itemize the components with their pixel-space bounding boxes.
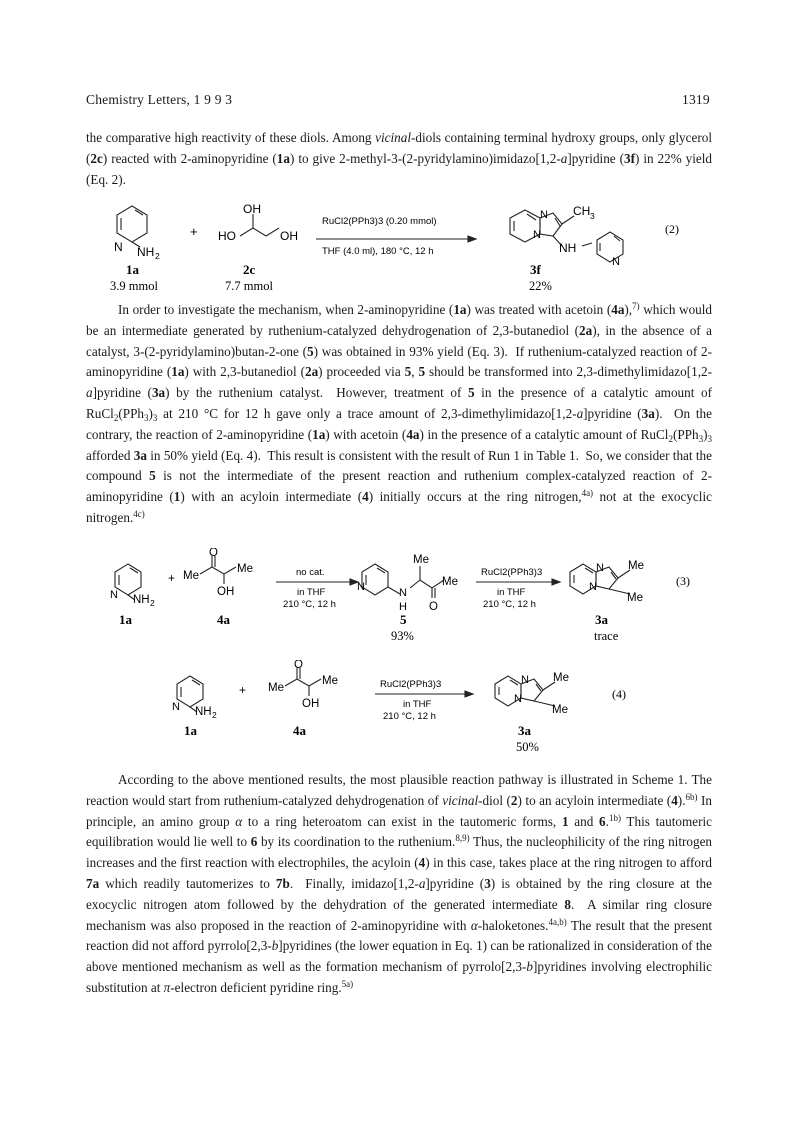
carbonyl-oxygen: O [294,660,303,671]
eq3-arrow1-top: no cat. [296,567,325,578]
hydroxyl-group: OH [217,586,235,598]
nh-linker: NH [559,241,577,255]
carbonyl-oxygen-5: O [429,601,438,613]
eq3-label-5: 5 [400,612,407,627]
nh2-group: NH [195,706,212,718]
eq3-number: (3) [676,574,690,588]
pyridyl-nitrogen: N [612,256,620,268]
eq2-number: (2) [665,222,679,236]
methyl-right-5: Me [442,576,458,588]
plus-sign: + [168,571,176,585]
eq2-label-3f: 3f [530,262,541,277]
eq4-yield-3a: 50% [516,740,539,754]
nh2-subscript: 2 [150,598,155,608]
product-methyl-top: Me [553,672,569,684]
eq2-yield-3f: 22% [529,279,552,293]
methyl-top-5: Me [413,554,429,566]
eq2-amount-2c: 7.7 mmol [225,279,273,293]
glycerol-oh-left: HO [218,229,236,243]
ring-nitrogen-1a: N [110,589,118,601]
paragraph-1: the comparative high reactivity of these diols. Among vicinal-diols containing terminal hydroxy groups, only glycerol (2c) reacted with 2-aminopyridine (1a) to give 2-methyl-3-(2-pyridylamino)imidazo[1,2-a]pyridine (3f) in 22% yield (Eq. 2). [86,130,712,187]
methyl-subscript: 3 [590,211,595,221]
eq4-number: (4) [612,687,626,701]
page-number: 1319 [682,92,710,107]
eq4-label-3a: 3a [518,723,531,738]
amine-hydrogen-5: H [399,601,407,613]
product-ring-n-top: N [596,562,604,574]
nh2-group: NH [137,245,155,259]
product-methyl-bottom: Me [552,704,568,716]
equation-3-scheme [100,548,720,648]
nh2-group: NH [133,594,150,606]
methyl-right: Me [237,563,253,575]
product-methyl-bottom: Me [627,592,643,604]
methyl-left: Me [183,570,199,582]
eq3-label-3a: 3a [595,612,608,627]
eq3-yield-5: 93% [391,629,414,643]
product-ring-n-bridge: N [533,229,541,241]
ring-nitrogen-1a: N [114,240,123,254]
equation-2-scheme [100,196,720,301]
eq3-arrow2-mid: in THF [497,587,526,598]
running-header: Chemistry Letters, 1 9 9 3 [86,92,233,107]
methyl-right: Me [322,675,338,687]
methyl-left: Me [268,682,284,694]
eq4-arrow-top: RuCl2(PPh3)3 [380,679,442,690]
eq4-arrow-bottom: 210 °C, 12 h [383,711,436,722]
eq2-reagent-bottom: THF (4.0 ml), 180 °C, 12 h [322,246,434,257]
eq2-reagent-top: RuCl2(PPh3)3 (0.20 mmol) [322,216,437,227]
eq3-arrow1-mid: in THF [297,587,326,598]
eq3-yield-3a: trace [594,629,619,643]
eq4-arrow-mid: in THF [403,699,432,710]
product-ring-n-bridge: N [514,693,522,705]
product-ring-n-bridge: N [589,581,597,593]
ring-nitrogen-5: N [357,581,365,593]
nh2-subscript: 2 [212,710,217,720]
eq4-label-1a: 1a [184,723,197,738]
paragraph-2: In order to investigate the mechanism, when 2-aminopyridine (1a) was treated with acetoin (4a),$^{7)}$ which would be an intermediate generated by ruthenium-catalyzed dehydrogenation of 2,3-butanediol (2a), in the absence of a catalyst, 3-(2-pyridylamino)butan-2-one (5) was obtained in 93% yield (Eq. 3). If ruthenium-catalyzed reaction of 2-aminopyridine (1a) with 2,3-butanediol (2a) proceeded via 5, 5 should be transformed into 2,3-dimethylimidazo[1,2-a]pyridine (3a) by the ruthenium catalyst. However, treatment of 5 in the presence of a catalytic amount of $RuCl_2(PPh_3)_3$ at 210 °C for 12 h gave only a trace amount of 2,3-dimethylimidazo[1,2-a]pyridine (3a). On the contrary, the reaction of 2-aminopyridine (1a) with acetoin (4a) in the presence of a catalytic amount of $RuCl_2(PPh_3)_3$ afforded 3a in 50% yield (Eq. 4). This result is consistent with the result of Run 1 in Table 1. So, we consider that the compound 5 is not the intermediate of the present reaction and ruthenium complex-catalyzed reaction of 2-aminopyridine (1) with an acyloin intermediate (4) initially occurs at the ring nitrogen,$^{4a)}$ not at the exocyclic nitrogen.$^{4c)}$ [86,301,713,525]
eq3-label-4a: 4a [217,612,230,627]
nh2-subscript: 2 [155,251,160,261]
product-ring-n-top: N [521,674,529,686]
carbonyl-oxygen: O [209,548,218,559]
product-ring-n-top: N [540,209,548,221]
product-methyl-top: Me [628,560,644,572]
eq4-label-4a: 4a [293,723,306,738]
glycerol-oh-top: OH [243,202,261,216]
eq3-arrow2-bottom: 210 °C, 12 h [483,599,536,610]
hydroxyl-group: OH [302,698,320,710]
glycerol-oh-right: OH [280,229,298,243]
eq2-amount-1a: 3.9 mmol [110,279,158,293]
paragraph-3: According to the above mentioned results, the most plausible reaction pathway is illustrated in Scheme 1. The reaction would start from ruthenium-catalyzed dehydrogenation of vicinal-diol (2) to an acyloin intermediate (4).$^{6b)}$ In principle, an amino group α to a ring heteroatom can exist in the tautomeric forms, 1 and 6.$^{1b)}$ This tautomeric equilibration would lie well to 6 by its coordination to the ruthenium.$^{8,9)}$ Thus, the nucleophilicity of the ring nitrogen increases and the first reaction with electrophiles, the acyloin (4) in this case, takes place at the ring nitrogen to afford 7a which readily tautomerizes to 7b. Finally, imidazo[1,2-a]pyridine (3) is obtained by the ring closure at the exocyclic nitrogen atom followed by the dehydration of the generated intermediate 8. A similar ring closure mechanism was also proposed in the reaction of 2-aminopyridine with α-haloketones.$^{4a,b)}$ The result that the present reaction did not afford pyrrolo[2,3-b]pyridines (the lower equation in Eq. 1) can be rationalized in consideration of the above mentioned mechanism as well as the formation mechanism of pyrrolo[2,3-b]pyridines involving electrophilic substitution at π-electron deficient pyridine ring.$^{5a)}$ [86,772,713,995]
plus-sign: + [239,683,247,697]
eq3-arrow1-bottom: 210 °C, 12 h [283,599,336,610]
eq3-label-1a: 1a [119,612,132,627]
eq2-label-2c: 2c [243,262,256,277]
plus-sign: + [190,224,198,239]
eq3-arrow2-top: RuCl2(PPh3)3 [481,567,543,578]
ring-nitrogen-1a: N [172,701,180,713]
eq2-label-1a: 1a [126,262,139,277]
methyl-group: CH [573,204,591,218]
amine-nitrogen-5: N [399,587,407,599]
equation-4-scheme [160,660,680,760]
